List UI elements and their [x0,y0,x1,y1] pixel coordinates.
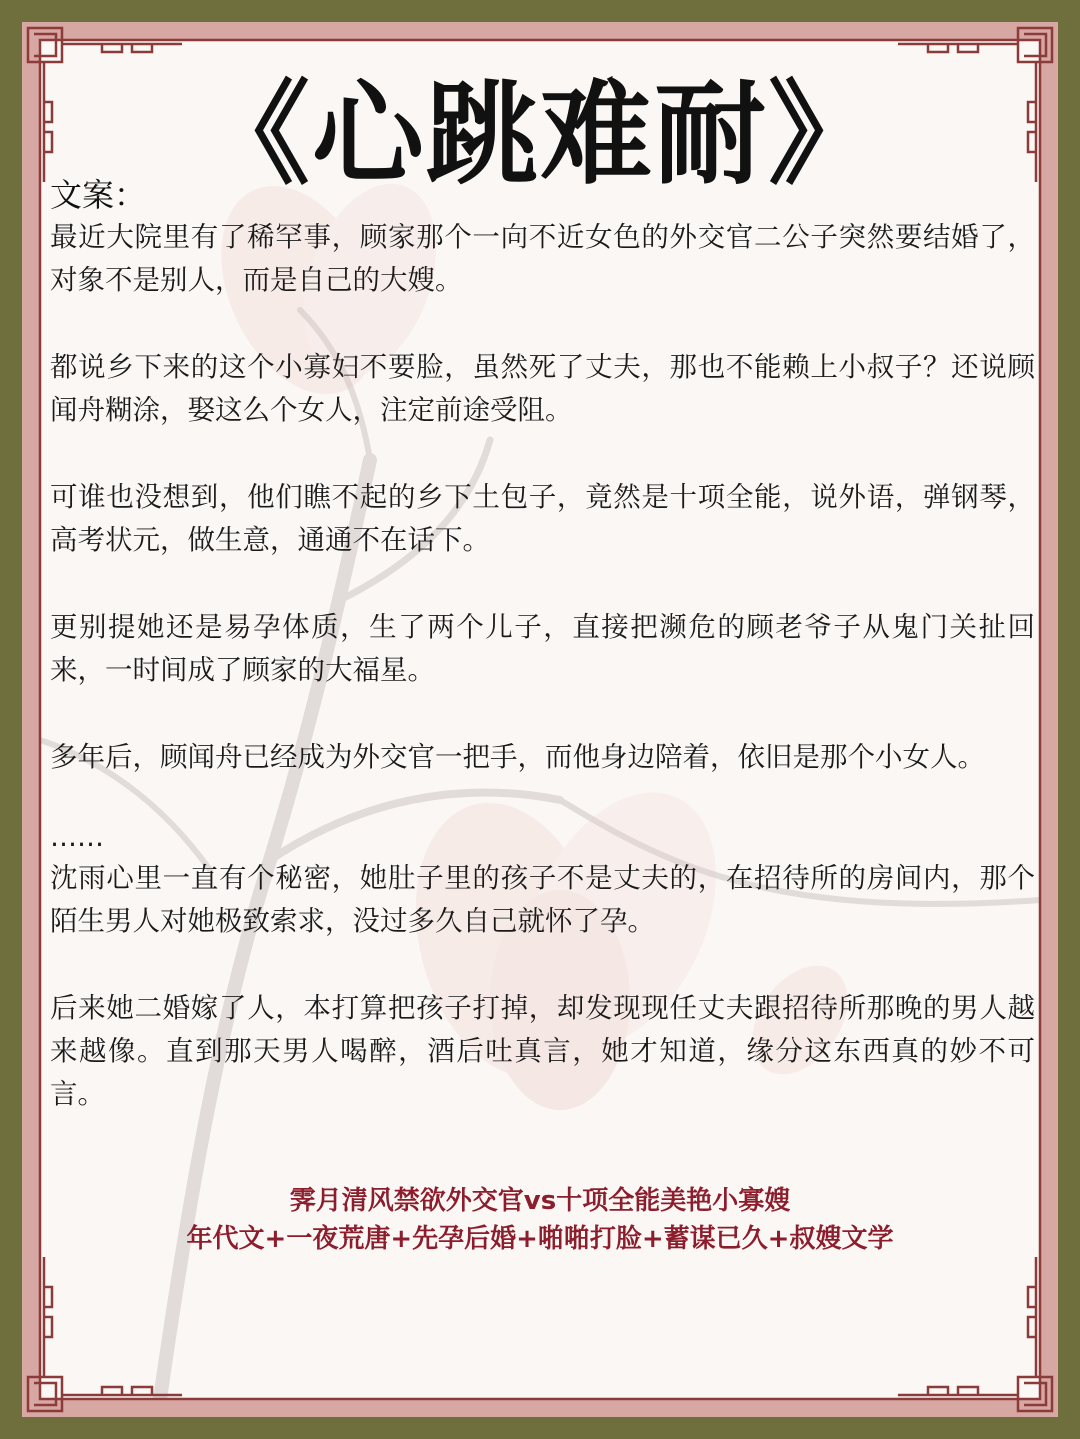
paragraph: 最近大院里有了稀罕事，顾家那个一向不近女色的外交官二公子突然要结婚了，对象不是别人，而是自己的大嫂。 [50,221,1035,296]
paragraph: 都说乡下来的这个小寡妇不要脸，虽然死了丈夫，那也不能赖上小叔子？还说顾闻舟糊涂，娶这么个女人，注定前途受阻。 [50,351,1035,426]
tag-line-1: 霁月清风禁欲外交官vs十项全能美艳小寡嫂 [289,1186,791,1216]
paragraph: 可谁也没想到，他们瞧不起的乡下土包子，竟然是十项全能，说外语，弹钢琴，高考状元，做生意，通通不在话下。 [50,481,1035,556]
tag-lines [0,1182,1080,1258]
synopsis-body [50,216,1035,1160]
ellipsis: …… [50,822,104,853]
tag-line-2: 年代文+一夜荒唐+先孕后婚+啪啪打脸+蓄谋已久+叔嫂文学 [186,1224,894,1254]
paragraph: 多年后，顾闻舟已经成为外交官一把手，而他身边陪着，依旧是那个小女人。 [50,741,985,773]
paragraph: 沈雨心里一直有个秘密，她肚子里的孩子不是丈夫的，在招待所的房间内，那个陌生男人对她极致索求，没过多久自己就怀了孕。 [50,862,1035,937]
paragraph: 后来她二婚嫁了人，本打算把孩子打掉，却发现现任丈夫跟招待所那晚的男人越来越像。直到那天男人喝醉，酒后吐真言，她才知道，缘分这东西真的妙不可言。 [50,992,1035,1110]
paragraph: 更别提她还是易孕体质，生了两个儿子，直接把濒危的顾老爷子从鬼门关扯回来，一时间成了顾家的大福星。 [50,611,1035,686]
section-label: 文案： [50,176,147,214]
book-title: 《心跳难耐》 [198,70,882,200]
